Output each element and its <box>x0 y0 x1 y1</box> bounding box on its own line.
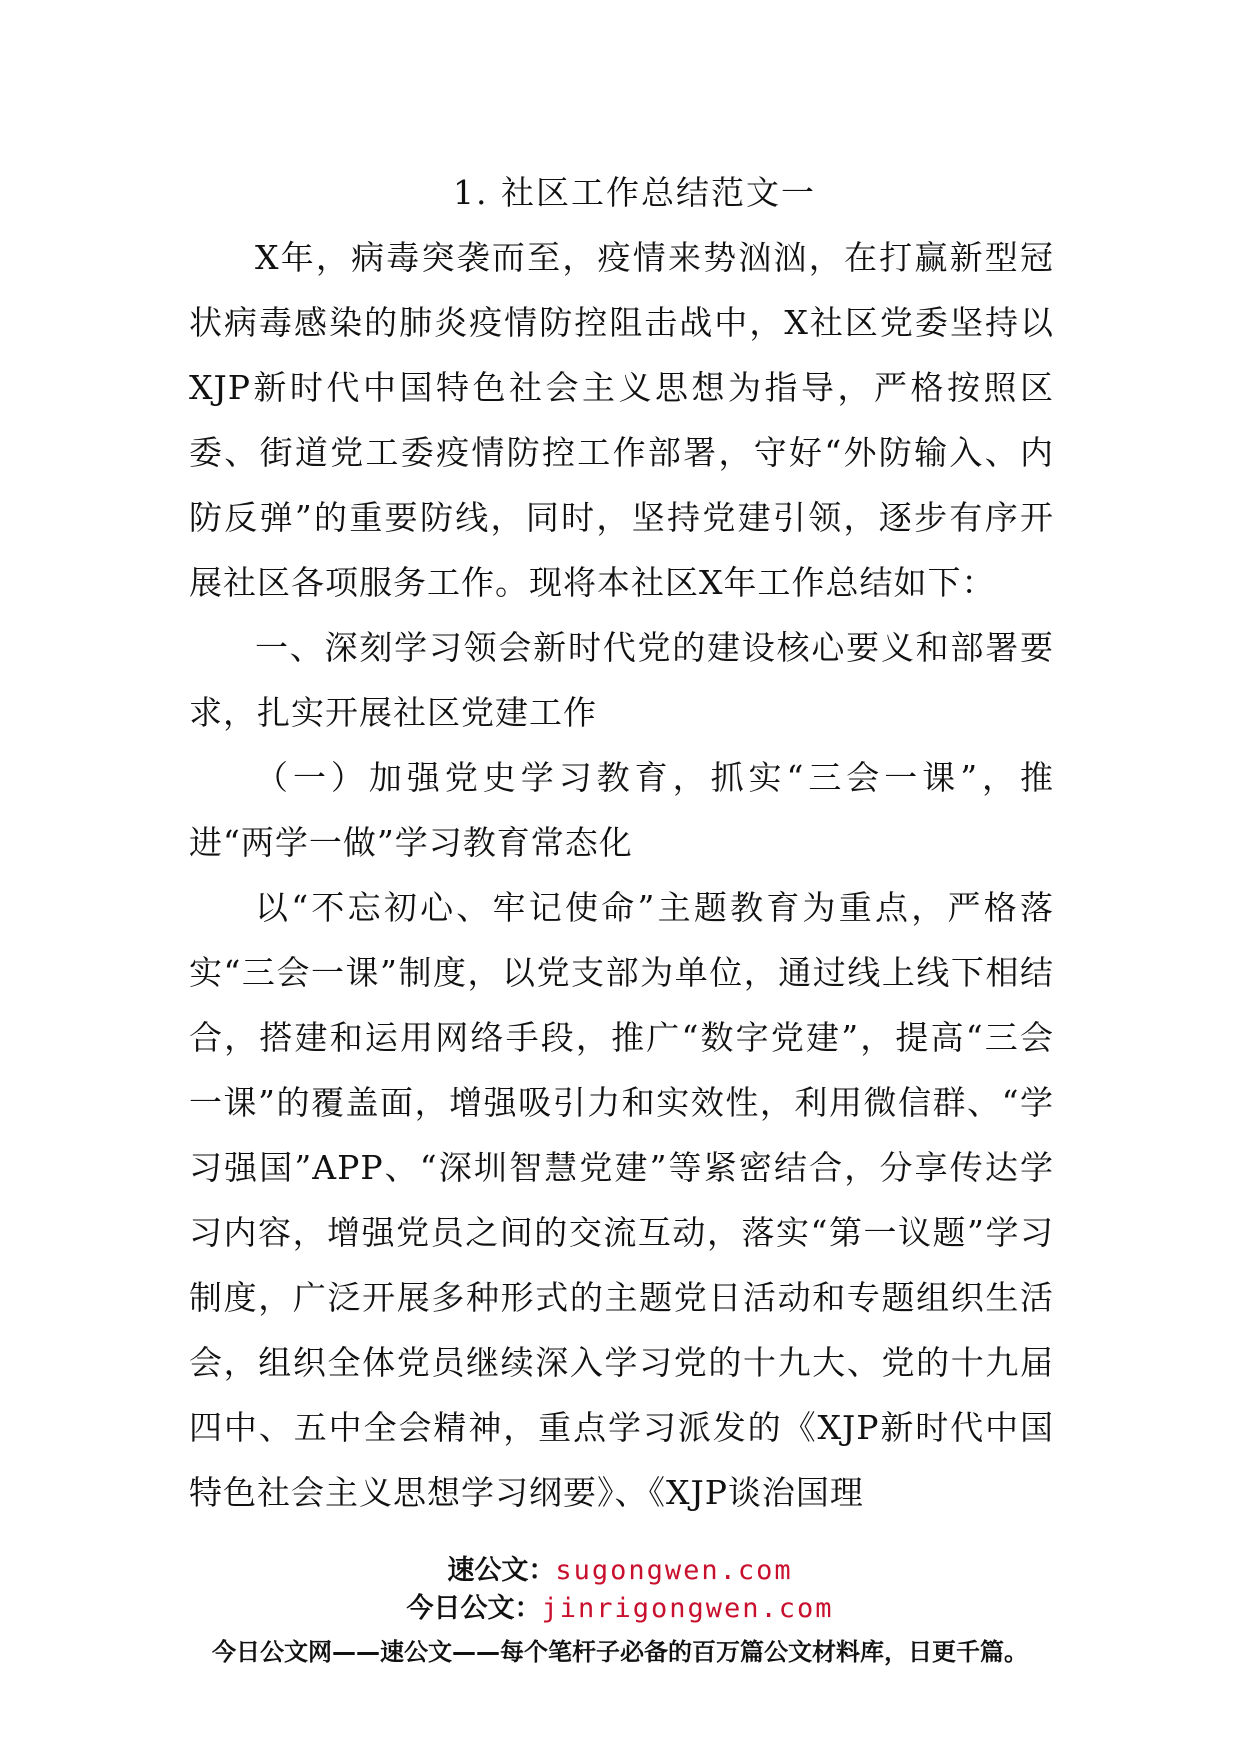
footer-slogan: 今日公文网——速公文——每个笔杆子必备的百万篇公文材料库，日更千篇。 <box>212 1638 1028 1666</box>
document-title: 1. 社区工作总结范文一 <box>453 173 816 212</box>
section-heading-1: 一、深刻学习领会新时代党的建设核心要义和部署要求，扎实开展社区党建工作 <box>189 628 1054 732</box>
footer-jinrigongwen <box>0 1592 1240 1626</box>
footer-sugongwen <box>0 1554 1240 1588</box>
footer-label-sugongwen: 速公文： <box>447 1555 556 1586</box>
footer-link-jinrigongwen[interactable]: jinrigongwen.com <box>541 1593 834 1624</box>
paragraph-body: 以“不忘初心、牢记使命”主题教育为重点，严格落实“三会一课”制度，以党支部为单位，通过线上线下相结合，搭建和运用网络手段，推广“数字党建”，提高“三会一课”的覆盖面，增强吸引力和实效性，利用微信群、“学习强国”APP、“深圳智慧党建”等紧密结合，分享传达学习内容，增强党员之间的交流互动，落实“第一议题”学习制度，广泛开展多种形式的主题党日活动和专题组织生活会，组织全体党员继续深入学习党的十九大、党的十九届四中、五中全会精神，重点学习派发的《XJP新时代中国特色社会主义思想学习纲要》、《XJP谈治国理 <box>189 888 1054 1512</box>
paragraph-intro: X年，病毒突袭而至，疫情来势汹汹，在打赢新型冠状病毒感染的肺炎疫情防控阻击战中，X社区党委坚持以XJP新时代中国特色社会主义思想为指导，严格按照区委、街道党工委疫情防控工作部署，守好“外防输入、内防反弹”的重要防线，同时，坚持党建引领，逐步有序开展社区各项服务工作。现将本社区X年工作总结如下： <box>189 238 1054 602</box>
document-body <box>189 160 1054 1525</box>
footer-label-jinrigongwen: 今日公文： <box>406 1593 542 1624</box>
subsection-heading-1: （一）加强党史学习教育，抓实“三会一课”，推进“两学一做”学习教育常态化 <box>189 758 1054 862</box>
footer-link-sugongwen[interactable]: sugongwen.com <box>555 1555 793 1586</box>
